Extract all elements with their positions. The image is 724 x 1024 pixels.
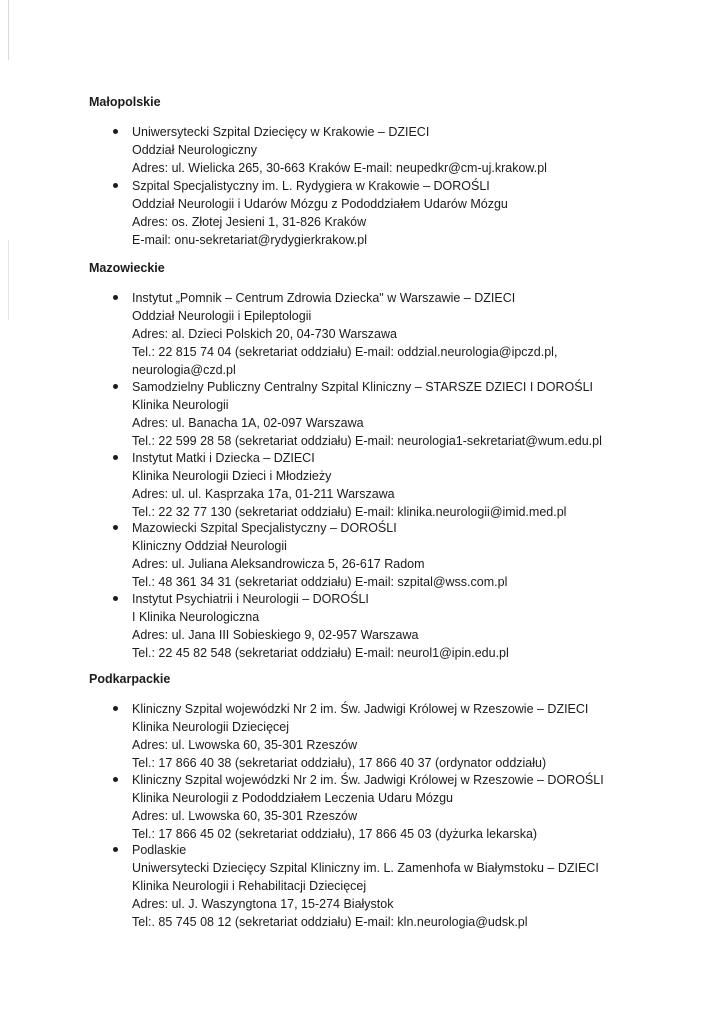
address-line: Adres: ul. J. Waszyngtona 17, 15-274 Białystok	[132, 897, 394, 911]
contact-line: Tel.: 48 361 34 31 (sekretariat oddziału) E-mail: szpital@wss.com.pl	[132, 575, 508, 589]
section-title-mazowieckie: Mazowieckie	[89, 261, 165, 275]
address-line: Adres: ul. ul. Kasprzaka 17a, 01-211 Warszawa	[132, 487, 395, 501]
contact-line: Tel.: 17 866 45 02 (sekretariat oddziału), 17 866 45 03 (dyżurka lekarska)	[132, 827, 538, 841]
contact-line: Tel.: 22 32 77 130 (sekretariat oddziału) E-mail: klinika.neurologii@imid.med.pl	[132, 505, 567, 519]
department-name: I Klinika Neurologiczna	[132, 610, 260, 624]
department-name: Oddział Neurologii i Udarów Mózgu z Pododdziałem Udarów Mózgu	[132, 197, 508, 211]
hospital-name: Kliniczny Szpital wojewódzki Nr 2 im. Św. Jadwigi Królowej w Rzeszowie – DZIECI	[132, 702, 589, 716]
region-name: Podlaskie	[132, 843, 187, 857]
section-title-podkarpackie: Podkarpackie	[89, 672, 171, 686]
contact-line: E-mail: onu-sekretariat@rydygierkrakow.pl	[132, 233, 367, 247]
bullet-icon	[113, 777, 118, 782]
address-line: Adres: ul. Wielicka 265, 30-663 Kraków E-mail: neupedkr@cm-uj.krakow.pl	[132, 161, 547, 175]
department-name: Klinika Neurologii i Rehabilitacji Dziecięcej	[132, 879, 367, 893]
department-name: Klinika Neurologii Dzieci i Młodzieży	[132, 469, 332, 483]
hospital-name: Samodzielny Publiczny Centralny Szpital Kliniczny – STARSZE DZIECI I DOROŚLI	[132, 380, 594, 394]
contact-line: Tel.: 22 599 28 58 (sekretariat oddziału) E-mail: neurologia1-sekretariat@wum.edu.pl	[132, 434, 602, 448]
contact-line: Tel.: 22 45 82 548 (sekretariat oddziału) E-mail: neurol1@ipin.edu.pl	[132, 646, 509, 660]
address-line: Adres: os. Złotej Jesieni 1, 31-826 Kraków	[132, 215, 367, 229]
department-name: Klinika Neurologii Dziecięcej	[132, 720, 290, 734]
bullet-icon	[113, 706, 118, 711]
section-title-malopolskie: Małopolskie	[89, 95, 161, 109]
hospital-name: Uniwersytecki Szpital Dziecięcy w Krakowie – DZIECI	[132, 125, 430, 139]
contact-line: Tel:. 85 745 08 12 (sekretariat oddziału) E-mail: kln.neurologia@udsk.pl	[132, 915, 528, 929]
hospital-name: Kliniczny Szpital wojewódzki Nr 2 im. Św. Jadwigi Królowej w Rzeszowie – DOROŚLI	[132, 773, 604, 787]
department-name: Oddział Neurologii i Epileptologii	[132, 309, 312, 323]
department-name: Oddział Neurologiczny	[132, 143, 258, 157]
bullet-icon	[113, 847, 118, 852]
address-line: Adres: ul. Lwowska 60, 35-301 Rzeszów	[132, 738, 358, 752]
bullet-icon	[113, 455, 118, 460]
address-line: Adres: al. Dzieci Polskich 20, 04-730 Warszawa	[132, 327, 397, 341]
contact-line: neurologia@czd.pl	[132, 363, 236, 377]
hospital-name: Mazowiecki Szpital Specjalistyczny – DOROŚLI	[132, 521, 397, 535]
department-name: Klinika Neurologii	[132, 398, 229, 412]
bullet-icon	[113, 183, 118, 188]
department-name: Kliniczny Oddział Neurologii	[132, 539, 287, 553]
address-line: Adres: ul. Banacha 1A, 02-097 Warszawa	[132, 416, 364, 430]
contact-line: Tel.: 17 866 40 38 (sekretariat oddziału), 17 866 40 37 (ordynator oddziału)	[132, 756, 547, 770]
address-line: Adres: ul. Jana III Sobieskiego 9, 02-957 Warszawa	[132, 628, 419, 642]
hospital-name: Instytut Matki i Dziecka – DZIECI	[132, 451, 315, 465]
address-line: Adres: ul. Juliana Aleksandrowicza 5, 26-617 Radom	[132, 557, 425, 571]
department-name: Klinika Neurologii z Pododdziałem Leczenia Udaru Mózgu	[132, 791, 454, 805]
scan-edge	[8, 0, 9, 60]
hospital-name: Instytut „Pomnik – Centrum Zdrowia Dziecka" w Warszawie – DZIECI	[132, 291, 516, 305]
address-line: Adres: ul. Lwowska 60, 35-301 Rzeszów	[132, 809, 358, 823]
bullet-icon	[113, 384, 118, 389]
scan-edge	[8, 240, 9, 320]
bullet-icon	[113, 295, 118, 300]
bullet-icon	[113, 596, 118, 601]
hospital-name: Szpital Specjalistyczny im. L. Rydygiera w Krakowie – DOROŚLI	[132, 179, 490, 193]
hospital-name: Instytut Psychiatrii i Neurologii – DOROŚLI	[132, 592, 369, 606]
contact-line: Tel.: 22 815 74 04 (sekretariat oddziału) E-mail: oddzial.neurologia@ipczd.pl,	[132, 345, 558, 359]
bullet-icon	[113, 129, 118, 134]
hospital-name: Uniwersytecki Dziecięcy Szpital Kliniczny im. L. Zamenhofa w Białymstoku – DZIECI	[132, 861, 599, 875]
bullet-icon	[113, 525, 118, 530]
